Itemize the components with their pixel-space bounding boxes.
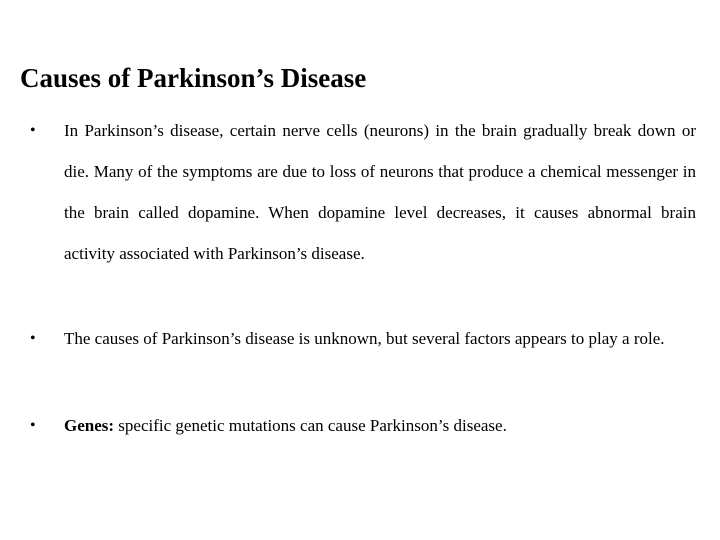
slide-title: Causes of Parkinson’s Disease — [20, 63, 367, 93]
bullet-text: specific genetic mutations can cause Parkinson’s disease. — [114, 416, 507, 435]
bullet-term: Genes: — [64, 416, 115, 435]
bullet-marker: • — [30, 122, 36, 139]
bullet-text-container — [64, 405, 696, 446]
bullet-marker: • — [30, 417, 36, 434]
bullet-text: The causes of Parkinson’s disease is unknown, but several factors appears to play a role. — [64, 329, 665, 348]
bullet-text: In Parkinson’s disease, certain nerve cells (neurons) in the brain gradually break down or die. Many of the symptoms are due to loss of neurons that produce a chemical messenger in the brain called dopamine. When dopamine level decreases, it causes abnormal brain activity associated with Parkinson’s disease. — [64, 121, 696, 263]
bullet-marker: • — [30, 330, 36, 347]
